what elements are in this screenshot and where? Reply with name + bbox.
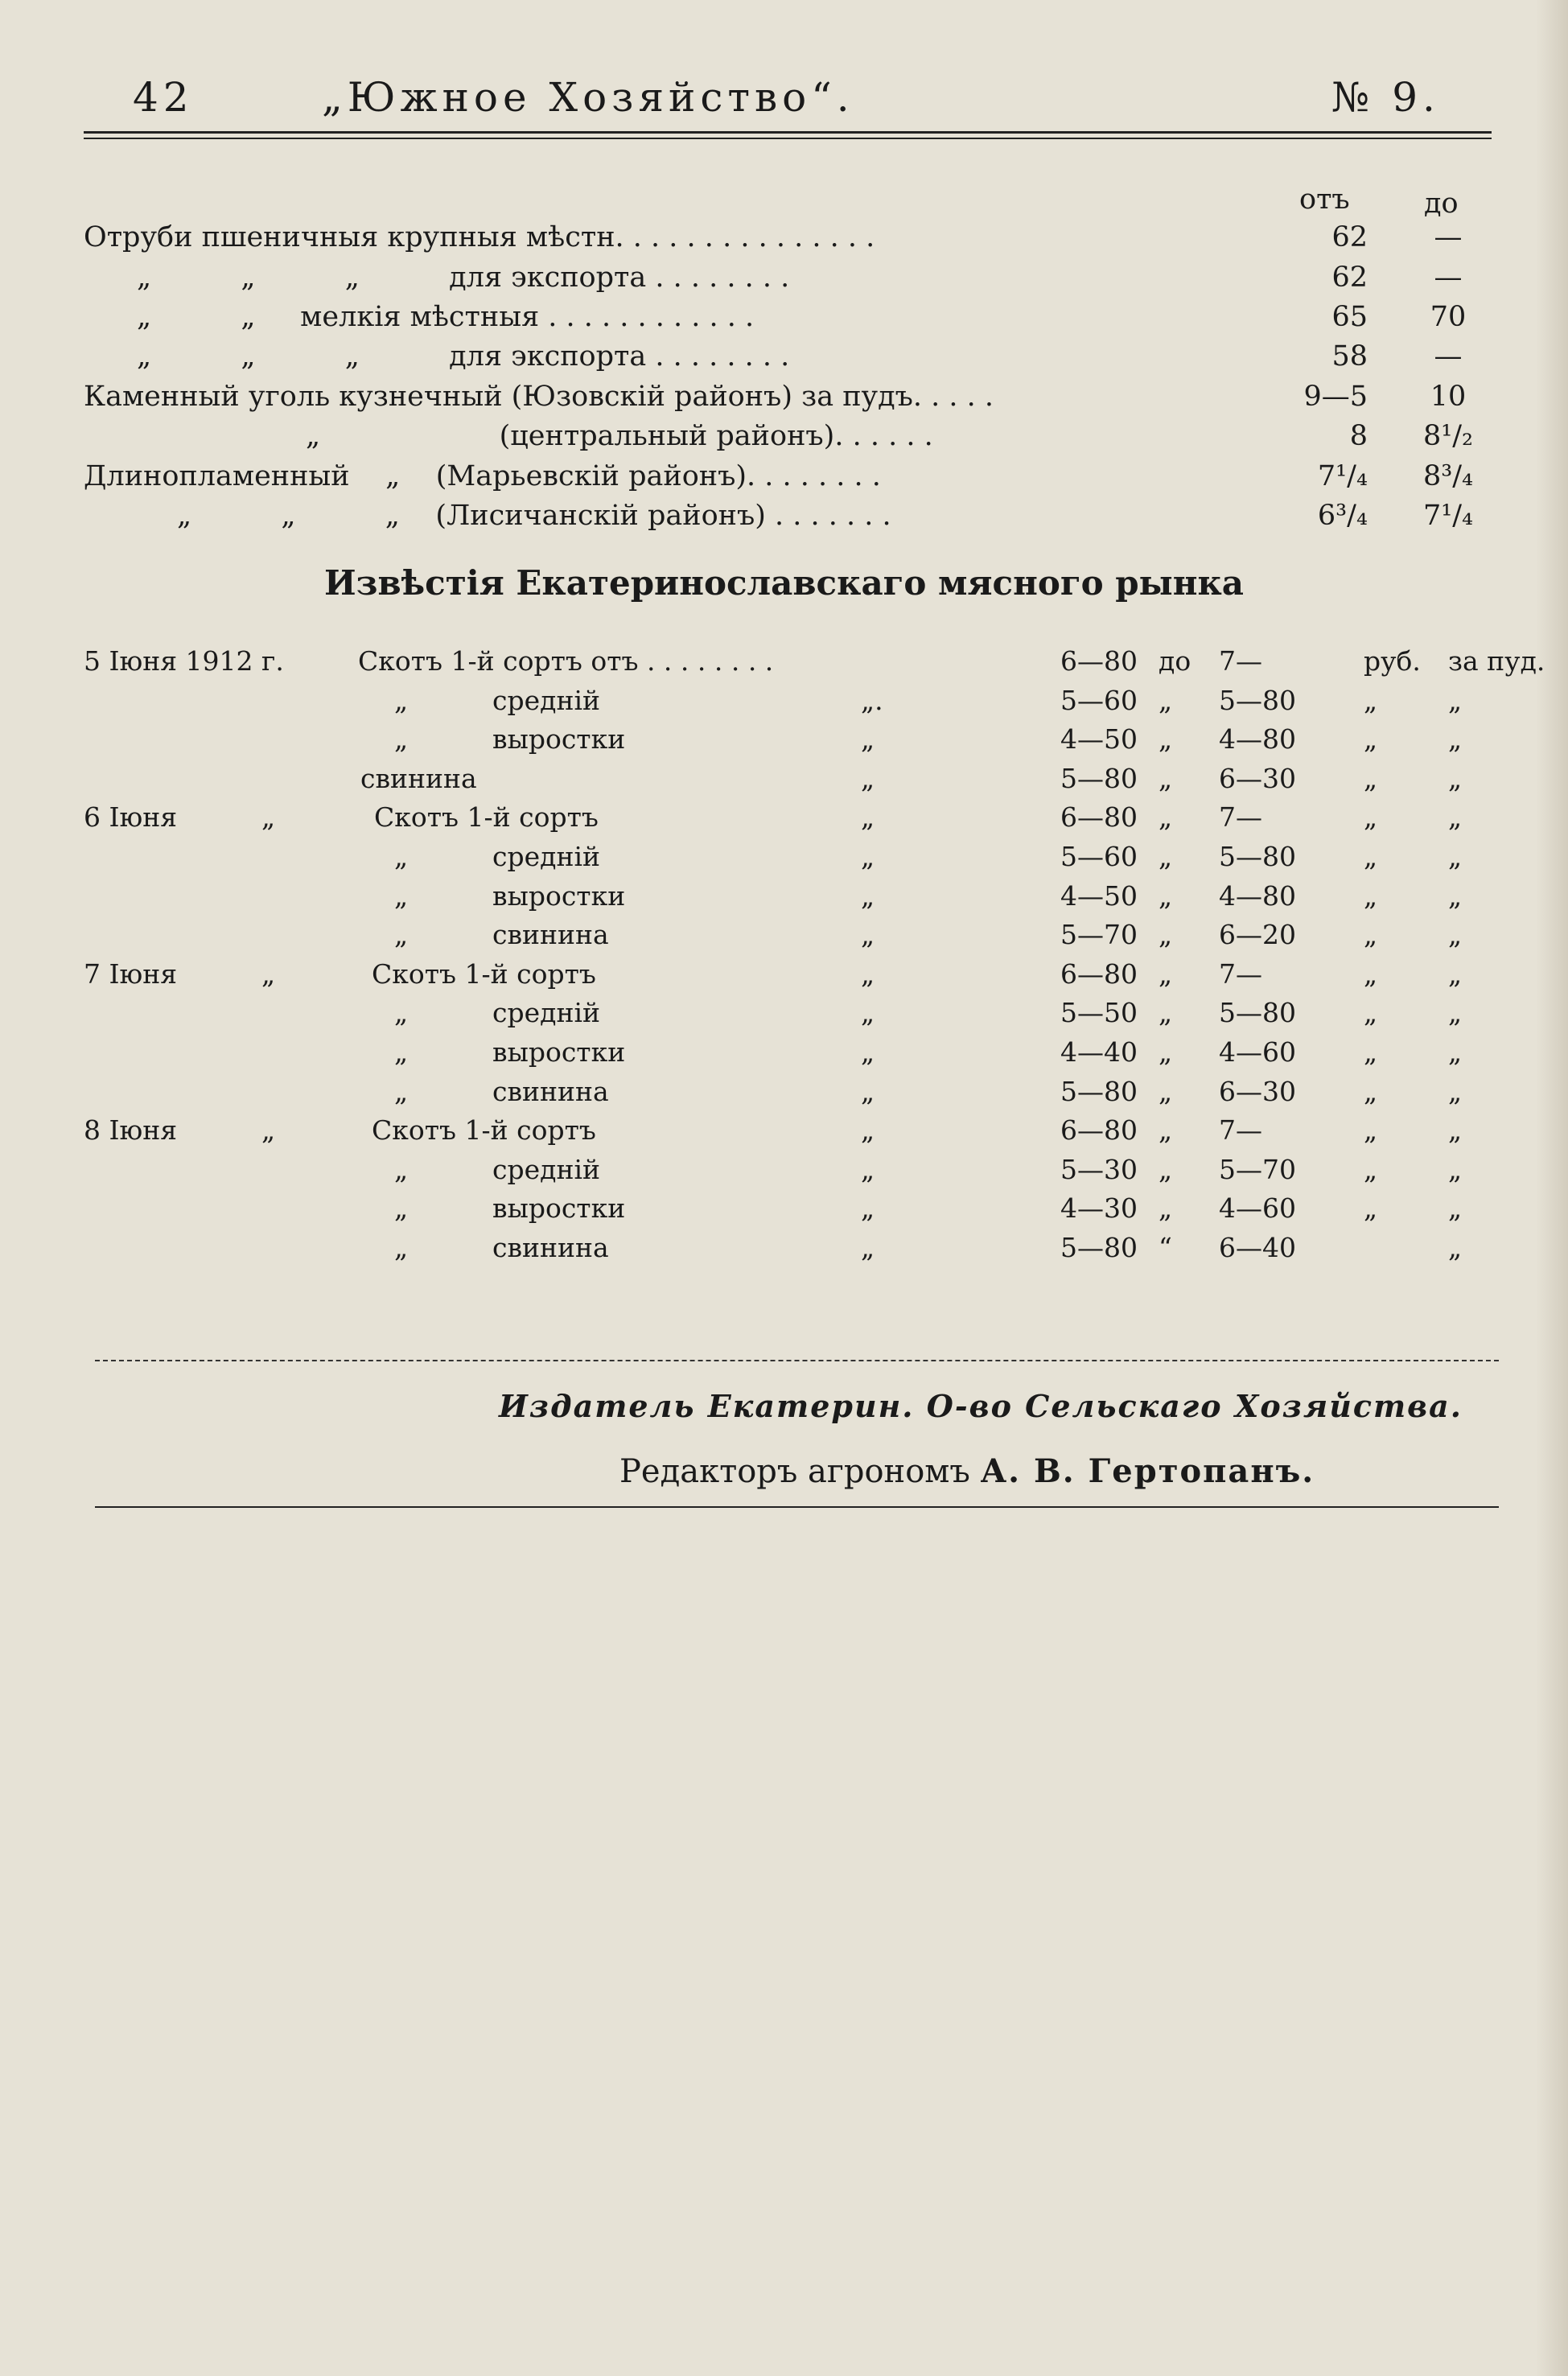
market-row-to: 7— xyxy=(1219,958,1262,990)
market-row-ditto: „ xyxy=(861,1154,875,1185)
market-row-from: 6—80 xyxy=(1060,1114,1138,1146)
market-row-from: 6—80 xyxy=(1060,645,1138,677)
price-row-to: 8¹/₂ xyxy=(1422,420,1474,452)
market-row-to-label: „ xyxy=(1159,685,1173,716)
market-row-ditto: „ xyxy=(861,1036,875,1068)
market-row-per: „ xyxy=(1448,763,1463,794)
price-row-label: „ „ „ для экспорта . . . . . . . . xyxy=(137,340,790,373)
market-row-from: 6—80 xyxy=(1060,801,1138,833)
market-row-per: „ xyxy=(1448,1076,1463,1107)
market-row-item: Скотъ 1-й сортъ xyxy=(374,801,599,833)
market-row-from: 4—40 xyxy=(1060,1036,1138,1068)
market-row-per: „ xyxy=(1448,880,1463,912)
market-row-to: 6—30 xyxy=(1219,1076,1296,1107)
col-from-label: отъ xyxy=(1299,183,1350,216)
market-row-to-label: „ xyxy=(1159,1154,1173,1185)
market-row-item: „ средній xyxy=(394,1154,600,1185)
market-row-to-label: „ xyxy=(1159,997,1173,1028)
market-row-ditto: „ xyxy=(861,997,875,1028)
market-row-date: 8 Іюня „ xyxy=(84,1114,276,1146)
market-row-unit: „ xyxy=(1364,997,1378,1028)
market-row-per: „ xyxy=(1448,723,1463,755)
editor-prefix: Редакторъ агрономъ xyxy=(619,1453,981,1490)
market-row-from: 5—70 xyxy=(1060,919,1138,950)
market-row-per: за пуд. xyxy=(1448,645,1545,677)
issue-number: № 9. xyxy=(1331,74,1440,121)
market-row-to-label: „ xyxy=(1159,1036,1173,1068)
market-row-ditto: „ xyxy=(861,723,875,755)
page-number: 42 xyxy=(133,74,194,121)
market-row-to-label: „ xyxy=(1159,801,1173,833)
market-row-unit: „ xyxy=(1364,958,1378,990)
editor-name: А. В. Гертопанъ. xyxy=(980,1452,1315,1490)
market-row-item: Скотъ 1-й сортъ xyxy=(372,958,596,990)
price-row-from: 6³/₄ xyxy=(1317,500,1368,532)
market-row-per: „ xyxy=(1448,1192,1463,1224)
market-row-item: „ свинина xyxy=(394,1076,609,1107)
market-row-to-label: „ xyxy=(1159,919,1173,950)
market-row-to-label: “ xyxy=(1159,1232,1172,1263)
market-row-ditto: „ xyxy=(861,1192,875,1224)
market-row-ditto: „ xyxy=(861,1114,875,1146)
price-row-label: „ (центральный районъ). . . . . . xyxy=(306,420,933,452)
market-row-unit: „ xyxy=(1364,801,1378,833)
price-row-to: 8³/₄ xyxy=(1422,460,1474,492)
market-row-per: „ xyxy=(1448,1114,1463,1146)
market-row-ditto: „ xyxy=(861,919,875,950)
market-row-item: свинина xyxy=(360,763,477,794)
header-rule-thin xyxy=(84,138,1492,139)
market-row-ditto: „ xyxy=(861,958,875,990)
market-row-unit: „ xyxy=(1364,880,1378,912)
market-row-to: 7— xyxy=(1219,801,1262,833)
market-row-date: 6 Іюня „ xyxy=(84,801,276,833)
price-row-label: „ „ „ (Лисичанскій районъ) . . . . . . . xyxy=(177,500,891,532)
market-row-per: „ xyxy=(1448,1232,1463,1263)
page-edge-shadow xyxy=(1536,0,1568,2376)
market-row-from: 5—80 xyxy=(1060,1076,1138,1107)
market-row-to: 4—80 xyxy=(1219,723,1296,755)
market-row-per: „ xyxy=(1448,958,1463,990)
col-to-label: до xyxy=(1424,187,1459,220)
market-row-to-label: „ xyxy=(1159,958,1173,990)
market-row-to: 5—80 xyxy=(1219,841,1296,872)
market-row-from: 6—80 xyxy=(1060,958,1138,990)
market-row-item: „ выростки xyxy=(394,723,626,755)
market-row-to: 6—40 xyxy=(1219,1232,1296,1263)
market-row-ditto: „ xyxy=(861,1076,875,1107)
market-heading: Извѣстія Екатеринославскаго мясного рынка xyxy=(323,563,1245,603)
market-row-to: 4—60 xyxy=(1219,1036,1296,1068)
market-row-per: „ xyxy=(1448,841,1463,872)
market-row-item: „ выростки xyxy=(394,880,626,912)
market-row-ditto: „ xyxy=(861,841,875,872)
price-row-label: „ „ мелкія мѣстныя . . . . . . . . . . . . xyxy=(137,301,755,333)
market-row-item: „ средній xyxy=(394,997,600,1028)
market-row-per: „ xyxy=(1448,685,1463,716)
price-row-to: — xyxy=(1434,340,1463,373)
price-row-to: 10 xyxy=(1430,381,1467,413)
market-row-to-label: „ xyxy=(1159,1076,1173,1107)
market-row-from: 5—60 xyxy=(1060,685,1138,716)
market-row-to-label: „ xyxy=(1159,1192,1173,1224)
market-row-from: 4—50 xyxy=(1060,880,1138,912)
editor-line xyxy=(619,1452,1315,1490)
market-row-unit: „ xyxy=(1364,763,1378,794)
market-row-to: 4—60 xyxy=(1219,1192,1296,1224)
price-row-to: — xyxy=(1434,261,1463,294)
price-row-from: 7¹/₄ xyxy=(1317,460,1368,492)
market-row-unit: „ xyxy=(1364,1154,1378,1185)
market-row-item: „ свинина xyxy=(394,919,609,950)
market-row-to-label: „ xyxy=(1159,763,1173,794)
market-row-per: „ xyxy=(1448,1036,1463,1068)
market-row-per: „ xyxy=(1448,997,1463,1028)
market-row-to: 7— xyxy=(1219,1114,1262,1146)
journal-title: „Южное Хозяйство“. xyxy=(322,74,854,121)
market-row-from: 5—60 xyxy=(1060,841,1138,872)
market-row-unit: „ xyxy=(1364,685,1378,716)
market-row-item: „ выростки xyxy=(394,1192,626,1224)
market-row-from: 5—30 xyxy=(1060,1154,1138,1185)
market-row-to-label: „ xyxy=(1159,1114,1173,1146)
market-row-to: 6—20 xyxy=(1219,919,1296,950)
market-row-unit: „ xyxy=(1364,1192,1378,1224)
price-row-from: 62 xyxy=(1331,221,1368,253)
market-row-to: 5—80 xyxy=(1219,685,1296,716)
price-row-label: Каменный уголь кузнечный (Юзовскій районъ) за пудъ. . . . . xyxy=(84,381,994,413)
market-row-to-label: „ xyxy=(1159,841,1173,872)
market-row-to: 4—80 xyxy=(1219,880,1296,912)
price-row-to: 70 xyxy=(1430,301,1467,333)
market-row-per: „ xyxy=(1448,919,1463,950)
market-row-item: „ средній xyxy=(394,841,600,872)
market-row-unit: „ xyxy=(1364,919,1378,950)
market-row-unit: руб. xyxy=(1364,645,1421,677)
market-row-date: 7 Іюня „ xyxy=(84,958,276,990)
market-row-unit: „ xyxy=(1364,1114,1378,1146)
market-row-from: 4—30 xyxy=(1060,1192,1138,1224)
footer-rule-bottom xyxy=(95,1506,1499,1508)
market-row-ditto: „ xyxy=(861,1232,875,1263)
price-row-from: 58 xyxy=(1331,340,1368,373)
market-row-date: 5 Іюня 1912 г. xyxy=(84,645,284,677)
price-row-to: 7¹/₄ xyxy=(1422,500,1474,532)
market-row-to: 7— xyxy=(1219,645,1262,677)
market-row-from: 4—50 xyxy=(1060,723,1138,755)
publisher-line: Издатель Екатерин. О-во Сельскаго Хозяйства. xyxy=(499,1388,1463,1424)
market-row-to-label: „ xyxy=(1159,880,1173,912)
price-row-from: 8 xyxy=(1349,420,1368,452)
market-row-ditto: „. xyxy=(861,685,883,716)
price-row-label: „ „ „ для экспорта . . . . . . . . xyxy=(137,261,790,294)
market-row-to: 5—70 xyxy=(1219,1154,1296,1185)
price-row-label: Отруби пшеничныя крупныя мѣстн. . . . . . . . . . . . . . . xyxy=(84,221,875,253)
market-row-to: 5—80 xyxy=(1219,997,1296,1028)
market-row-item: „ свинина xyxy=(394,1232,609,1263)
market-row-unit: „ xyxy=(1364,841,1378,872)
market-row-per: „ xyxy=(1448,801,1463,833)
market-row-ditto: „ xyxy=(861,763,875,794)
market-row-unit: „ xyxy=(1364,1076,1378,1107)
market-row-item: „ средній xyxy=(394,685,600,716)
price-row-from: 65 xyxy=(1331,301,1368,333)
market-row-unit: „ xyxy=(1364,723,1378,755)
market-row-to: 6—30 xyxy=(1219,763,1296,794)
market-row-unit: „ xyxy=(1364,1036,1378,1068)
market-row-from: 5—80 xyxy=(1060,763,1138,794)
price-row-from: 62 xyxy=(1331,261,1368,294)
market-row-item: Скотъ 1-й сортъ отъ . . . . . . . . xyxy=(358,645,774,677)
market-row-ditto: „ xyxy=(861,801,875,833)
market-row-per: „ xyxy=(1448,1154,1463,1185)
price-row-from: 9—5 xyxy=(1303,381,1368,413)
market-row-to-label: „ xyxy=(1159,723,1173,755)
footer-rule-top xyxy=(95,1360,1499,1361)
price-row-label: Длинопламенный „ (Марьевскій районъ). . . . . . . . xyxy=(84,460,881,492)
price-row-to: — xyxy=(1434,221,1463,253)
header-rule xyxy=(84,131,1492,134)
market-row-from: 5—50 xyxy=(1060,997,1138,1028)
market-row-to-label: до xyxy=(1159,645,1191,677)
market-row-item: Скотъ 1-й сортъ xyxy=(372,1114,596,1146)
market-row-ditto: „ xyxy=(861,880,875,912)
market-row-item: „ выростки xyxy=(394,1036,626,1068)
market-row-from: 5—80 xyxy=(1060,1232,1138,1263)
